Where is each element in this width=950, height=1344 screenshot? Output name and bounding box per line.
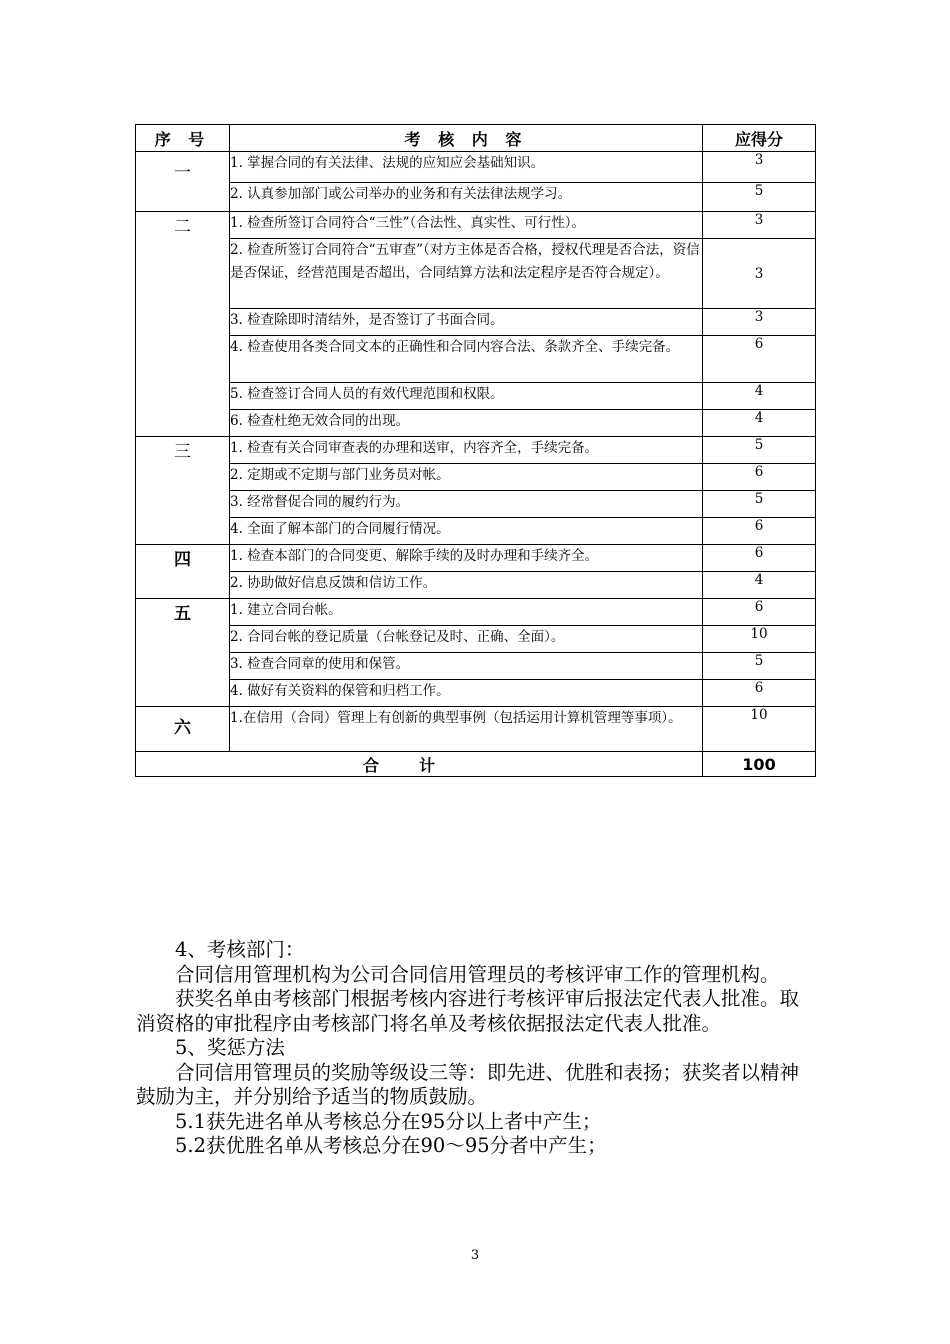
item-text: 1. 检查本部门的合同变更、解除手续的及时办理和手续齐全。 bbox=[230, 545, 703, 572]
table-row bbox=[136, 309, 816, 336]
item-text: 2. 检查所签订合同符合“五审查”（对方主体是否合格，授权代理是否合法，资信是否保证，经营范围是否超出，合同结算方法和法定程序是否符合规定）。 bbox=[230, 239, 703, 309]
item-text: 3. 经常督促合同的履约行为。 bbox=[230, 491, 703, 518]
item-text: 1.在信用（合同）管理上有创新的典型事例（包括运用计算机管理等事项）。 bbox=[230, 707, 703, 752]
table-row bbox=[136, 239, 816, 309]
item-score: 5 bbox=[703, 183, 816, 212]
item-score: 5 bbox=[703, 437, 816, 464]
header-content: 考 核 内 容 bbox=[230, 125, 703, 152]
paragraph: 合同信用管理机构为公司合同信用管理员的考核评审工作的管理机构。 bbox=[175, 962, 780, 986]
table-row bbox=[136, 545, 816, 572]
item-score: 5 bbox=[703, 491, 816, 518]
table-row bbox=[136, 626, 816, 653]
item-score: 3 bbox=[703, 212, 816, 239]
item-text: 3. 检查合同章的使用和保管。 bbox=[230, 653, 703, 680]
paragraph: 5.2获优胜名单从考核总分在90～95分者中产生； bbox=[175, 1134, 607, 1157]
page-number: 3 bbox=[470, 1248, 480, 1263]
item-score: 6 bbox=[703, 680, 816, 707]
item-score: 6 bbox=[703, 599, 816, 626]
section-label: 一 bbox=[136, 152, 230, 212]
body-text bbox=[136, 938, 816, 1159]
assessment-table bbox=[135, 124, 816, 777]
item-score: 4 bbox=[703, 572, 816, 599]
item-text: 2. 定期或不定期与部门业务员对帐。 bbox=[230, 464, 703, 491]
item-text: 2. 协助做好信息反馈和信访工作。 bbox=[230, 572, 703, 599]
paragraph: 合同信用管理员的奖励等级设三等：即先进、优胜和表扬；获奖者以精神鼓励为主，并分别给予适当的物质鼓励。 bbox=[136, 1060, 800, 1108]
item-text: 4. 全面了解本部门的合同履行情况。 bbox=[230, 518, 703, 545]
item-score: 10 bbox=[703, 707, 816, 752]
table-row bbox=[136, 383, 816, 410]
item-text: 4. 检查使用各类合同文本的正确性和合同内容合法、条款齐全、手续完备。 bbox=[230, 336, 703, 383]
item-score: 6 bbox=[703, 464, 816, 491]
section-label: 三 bbox=[136, 437, 230, 545]
table-row bbox=[136, 680, 816, 707]
total-label: 合计 bbox=[136, 752, 703, 777]
item-score: 3 bbox=[703, 309, 816, 336]
section-heading: 5、奖惩方法 bbox=[175, 1036, 285, 1059]
table-row bbox=[136, 336, 816, 383]
table-row bbox=[136, 437, 816, 464]
table-row bbox=[136, 707, 816, 752]
table-row bbox=[136, 212, 816, 239]
header-score: 应得分 bbox=[703, 125, 816, 152]
item-text: 1. 建立合同台帐。 bbox=[230, 599, 703, 626]
table-row bbox=[136, 599, 816, 626]
section-label: 二 bbox=[136, 212, 230, 437]
table-row bbox=[136, 491, 816, 518]
table-row bbox=[136, 518, 816, 545]
paragraph: 获奖名单由考核部门根据考核内容进行考核评审后报法定代表人批准。取消资格的审批程序由考核部门将名单及考核依据报法定代表人批准。 bbox=[136, 987, 800, 1035]
header-no: 序 号 bbox=[136, 125, 230, 152]
item-text: 2. 合同台帐的登记质量（台帐登记及时、正确、全面）。 bbox=[230, 626, 703, 653]
table-row bbox=[136, 653, 816, 680]
section-label: 六 bbox=[136, 707, 230, 752]
table-row bbox=[136, 183, 816, 212]
item-score: 5 bbox=[703, 653, 816, 680]
table-header-row bbox=[136, 125, 816, 152]
total-score: 100 bbox=[703, 752, 816, 777]
section-label: 五 bbox=[136, 599, 230, 707]
item-score: 6 bbox=[703, 545, 816, 572]
item-score: 4 bbox=[703, 383, 816, 410]
item-score: 4 bbox=[703, 410, 816, 437]
total-row bbox=[136, 752, 816, 777]
item-text: 1. 掌握合同的有关法律、法规的应知应会基础知识。 bbox=[230, 152, 703, 183]
item-text: 5. 检查签订合同人员的有效代理范围和权限。 bbox=[230, 383, 703, 410]
item-score: 6 bbox=[703, 336, 816, 383]
table-row bbox=[136, 464, 816, 491]
item-text: 4. 做好有关资料的保管和归档工作。 bbox=[230, 680, 703, 707]
item-text: 3. 检查除即时清结外，是否签订了书面合同。 bbox=[230, 309, 703, 336]
table-row bbox=[136, 410, 816, 437]
item-score: 6 bbox=[703, 518, 816, 545]
table-row bbox=[136, 572, 816, 599]
paragraph: 5.1获先进名单从考核总分在95分以上者中产生； bbox=[175, 1109, 602, 1133]
table-row bbox=[136, 152, 816, 183]
item-text: 1. 检查有关合同审查表的办理和送审，内容齐全，手续完备。 bbox=[230, 437, 703, 464]
item-text: 1. 检查所签订合同符合“三性”（合法性、真实性、可行性）。 bbox=[230, 212, 703, 239]
item-text: 6. 检查杜绝无效合同的出现。 bbox=[230, 410, 703, 437]
item-score: 3 bbox=[703, 152, 816, 183]
section-label: 四 bbox=[136, 545, 230, 599]
item-score: 3 bbox=[703, 239, 816, 309]
item-score: 10 bbox=[703, 626, 816, 653]
section-heading: 4、考核部门： bbox=[175, 938, 305, 961]
item-text: 2. 认真参加部门或公司举办的业务和有关法律法规学习。 bbox=[230, 183, 703, 212]
